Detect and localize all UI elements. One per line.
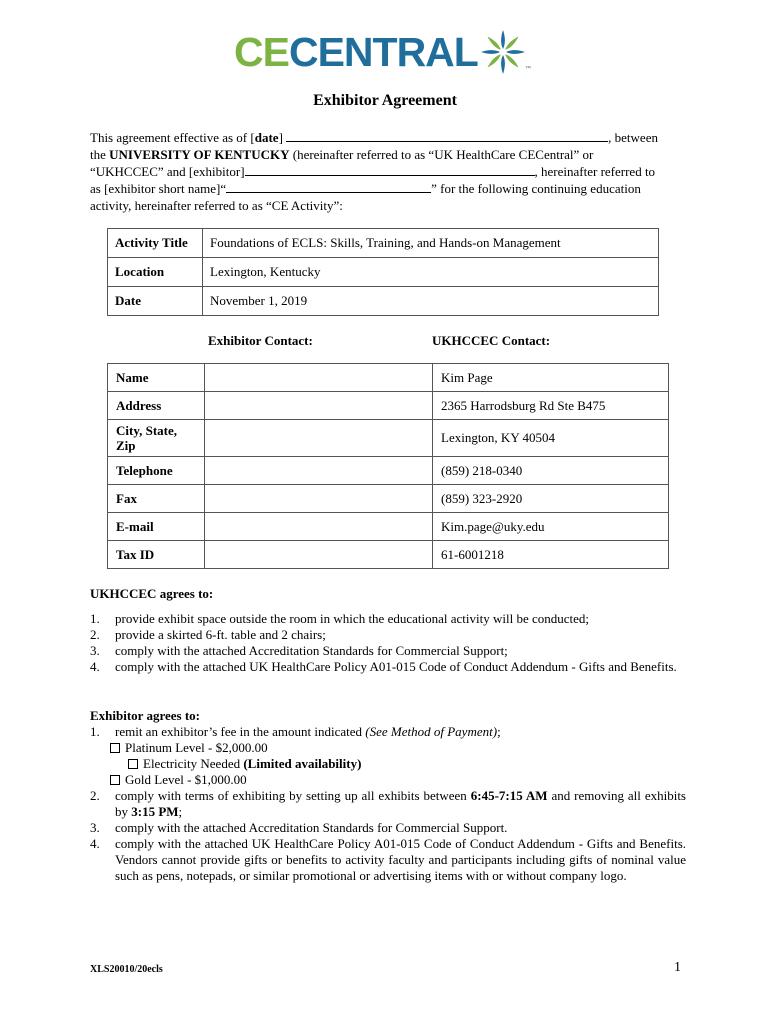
activity-title-value: Foundations of ECLS: Skills, Training, and Hands-on Management <box>203 229 659 258</box>
exhibitor-telephone-cell[interactable] <box>205 457 433 485</box>
list-item <box>90 611 686 627</box>
ukhccec-telephone-cell: (859) 218-0340 <box>433 457 669 485</box>
ukhccec-address-cell: 2365 Harrodsburg Rd Ste B475 <box>433 392 669 420</box>
setup-time: 6:45-7:15 AM <box>470 788 548 803</box>
list-item-text: provide exhibit space outside the room in which the educational activity will be conducted; <box>115 611 590 626</box>
intro-paragraph <box>90 129 676 214</box>
intro-text: activity, hereinafter referred to as “CE Activity”: <box>90 198 343 213</box>
cecentral-logo <box>234 26 534 78</box>
platinum-option[interactable] <box>90 740 686 756</box>
activity-title-label: Activity Title <box>108 229 203 258</box>
list-item <box>90 820 686 836</box>
date-blank-field[interactable] <box>286 130 608 142</box>
checkbox-icon[interactable] <box>110 775 120 785</box>
location-label: Location <box>108 258 203 287</box>
list-item-text: remit an exhibitor’s fee in the amount indicated <box>115 724 366 739</box>
city-state-zip-label: City, State, Zip <box>108 420 205 457</box>
list-item-text: comply with terms of exhibiting by setting up all exhibits between <box>115 788 471 803</box>
list-number: 4. <box>90 836 100 851</box>
ukhccec-tax-id-cell: 61-6001218 <box>433 541 669 569</box>
list-item-text: ; <box>497 724 501 739</box>
exhibitor-city-cell[interactable] <box>205 420 433 457</box>
checkbox-icon[interactable] <box>110 743 120 753</box>
limited-availability-note: (Limited availability) <box>243 756 362 771</box>
checkbox-icon[interactable] <box>128 759 138 769</box>
email-label: E-mail <box>108 513 205 541</box>
logo-ce-text: CE <box>234 29 289 75</box>
list-item <box>90 627 686 643</box>
table-row <box>108 364 669 392</box>
telephone-label: Telephone <box>108 457 205 485</box>
intro-text: ” for the following continuing education <box>431 181 641 196</box>
exhibitor-fax-cell[interactable] <box>205 485 433 513</box>
logo-wordmark <box>234 26 478 78</box>
ukhccec-agrees-section <box>90 586 686 675</box>
intro-text: “UKHCCEC” and [exhibitor] <box>90 164 245 179</box>
intro-date-label: date <box>254 130 279 145</box>
exhibitor-name-cell[interactable] <box>205 364 433 392</box>
exhibitor-tax-id-cell[interactable] <box>205 541 433 569</box>
intro-text: , between <box>608 130 658 145</box>
intro-text: , hereinafter referred to <box>534 164 656 179</box>
logo-central-text: CENTRAL <box>288 29 478 75</box>
ukhccec-name-cell: Kim Page <box>433 364 669 392</box>
table-row <box>108 287 659 316</box>
date-value: November 1, 2019 <box>203 287 659 316</box>
university-name: UNIVERSITY OF KENTUCKY <box>109 147 290 162</box>
table-row <box>108 457 669 485</box>
list-item-text: comply with the attached Accreditation Standards for Commercial Support; <box>115 643 508 658</box>
exhibitor-email-cell[interactable] <box>205 513 433 541</box>
table-row <box>108 513 669 541</box>
gold-option[interactable] <box>90 772 686 788</box>
list-item-text: comply with the attached Accreditation Standards for Commercial Support. <box>115 820 508 835</box>
electricity-option[interactable] <box>90 756 686 772</box>
ukhccec-city-cell: Lexington, KY 40504 <box>433 420 669 457</box>
intro-text: This agreement effective as of [ <box>90 130 255 145</box>
ukhccec-contact-heading: UKHCCEC Contact: <box>432 333 551 348</box>
electricity-label: Electricity Needed <box>143 756 244 771</box>
table-row <box>108 229 659 258</box>
removal-time: 3:15 PM <box>131 804 179 819</box>
contact-table <box>107 363 669 569</box>
intro-text: (hereinafter referred to as “UK HealthCare CECentral” or <box>289 147 594 162</box>
list-number: 3. <box>90 643 100 658</box>
fax-label: Fax <box>108 485 205 513</box>
list-item <box>90 724 686 740</box>
exhibitor-agrees-section <box>90 708 686 884</box>
list-item-text: and removing all exhibits by <box>115 788 686 819</box>
method-of-payment-ref: (See Method of Payment) <box>365 724 498 739</box>
activity-info-table <box>107 228 659 316</box>
page-title: Exhibitor Agreement <box>313 92 457 109</box>
list-item <box>90 836 686 884</box>
gold-label: Gold Level - $1,000.00 <box>125 772 247 787</box>
list-number: 2. <box>90 788 100 803</box>
logo-leaf-burst-icon <box>475 26 531 78</box>
list-item-text: comply with the attached UK HealthCare Policy A01-015 Code of Conduct Addendum - Gifts and Benefits. Vendors cannot provide gifts or benefits to activity faculty and participants including gifts of nominal value such as pens, notepads, or similar promotional or advertising items with or without company logo. <box>115 836 686 883</box>
list-number: 3. <box>90 820 100 835</box>
intro-text: the <box>90 147 110 162</box>
list-item-text: provide a skirted 6-ft. table and 2 chairs; <box>115 627 326 642</box>
ukhccec-email-cell: Kim.page@uky.edu <box>433 513 669 541</box>
address-label: Address <box>108 392 205 420</box>
exhibitor-address-cell[interactable] <box>205 392 433 420</box>
name-label: Name <box>108 364 205 392</box>
ukhccec-fax-cell: (859) 323-2920 <box>433 485 669 513</box>
intro-text: ] <box>278 130 287 145</box>
footer-document-code: XLS20010/20ecls <box>90 964 163 975</box>
page-number: 1 <box>674 960 681 975</box>
list-item <box>90 659 686 675</box>
intro-text: as [exhibitor short name]“ <box>90 181 227 196</box>
logo-trademark: ™ <box>525 66 531 72</box>
list-item <box>90 643 686 659</box>
list-number: 2. <box>90 627 100 642</box>
list-number: 1. <box>90 611 100 626</box>
platinum-label: Platinum Level - $2,000.00 <box>125 740 268 755</box>
list-item <box>90 788 686 820</box>
location-value: Lexington, Kentucky <box>203 258 659 287</box>
table-row <box>108 541 669 569</box>
list-number: 1. <box>90 724 100 739</box>
exhibitor-contact-heading: Exhibitor Contact: <box>208 333 313 348</box>
table-row <box>108 392 669 420</box>
exhibitor-short-name-blank-field[interactable] <box>226 181 431 193</box>
tax-id-label: Tax ID <box>108 541 205 569</box>
list-number: 4. <box>90 659 100 674</box>
exhibitor-agrees-heading: Exhibitor agrees to: <box>90 708 201 723</box>
ukhccec-agrees-heading: UKHCCEC agrees to: <box>90 586 214 601</box>
exhibitor-blank-field[interactable] <box>245 164 535 176</box>
list-item-text: ; <box>178 804 183 819</box>
date-label: Date <box>108 287 203 316</box>
table-row <box>108 420 669 457</box>
table-row <box>108 485 669 513</box>
table-row <box>108 258 659 287</box>
list-item-text: comply with the attached UK HealthCare Policy A01-015 Code of Conduct Addendum - Gifts and Benefits. <box>115 659 677 674</box>
